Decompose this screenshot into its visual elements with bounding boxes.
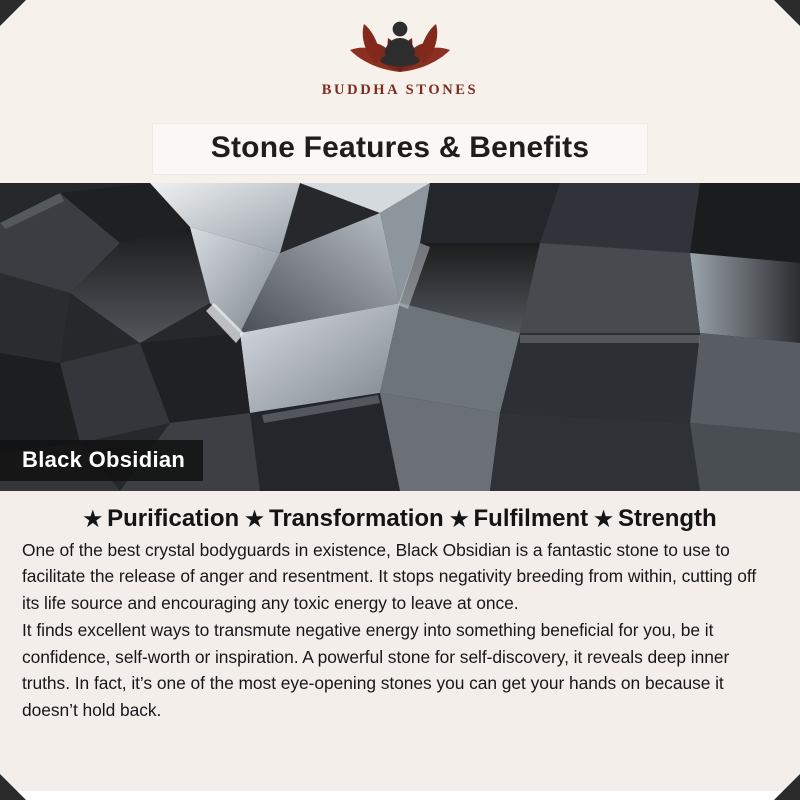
page-title: Stone Features & Benefits	[210, 131, 590, 164]
corner-accent-bottom-right	[774, 774, 800, 800]
star-icon: ★	[594, 508, 613, 531]
corner-accent-top-left	[0, 0, 26, 26]
body-panel	[0, 491, 800, 800]
benefit-label: Transformation	[268, 505, 444, 532]
title-band	[153, 124, 647, 174]
benefit-item	[594, 505, 717, 533]
bottom-strip	[0, 791, 800, 800]
brand-name: BUDDHA STONES	[321, 82, 479, 98]
benefit-label: Fulfilment	[473, 505, 589, 532]
description-paragraph: One of the best crystal bodyguards in existence, Black Obsidian is a fantastic stone to use to facilitate the release of anger and resentment. It stops negativity breeding from within, cutting off its life source and encouraging any toxic energy to leave at once.	[22, 540, 757, 613]
star-icon: ★	[83, 508, 103, 531]
benefits-list	[22, 505, 778, 533]
star-icon: ★	[245, 508, 264, 531]
star-icon: ★	[449, 508, 469, 531]
benefit-item	[450, 505, 588, 533]
benefit-item	[83, 505, 239, 533]
lotus-meditation-logo-icon	[316, 14, 484, 80]
benefit-label: Purification	[107, 505, 240, 532]
corner-accent-top-right	[774, 0, 800, 26]
hero-photo	[0, 183, 800, 491]
corner-accent-bottom-left	[0, 774, 26, 800]
benefit-item	[245, 505, 444, 533]
benefit-label: Strength	[618, 505, 717, 532]
photo-caption: Black Obsidian	[0, 440, 203, 481]
description-paragraph: It finds excellent ways to transmute negative energy into something beneficial for you, be it confidence, self-worth or inspiration. A powerful stone for self-discovery, it reveals deep inner truths. In fact, it’s one of the most eye-opening stones you can get your hands on because it doesn’t hold back.	[22, 620, 730, 720]
header	[0, 0, 800, 120]
